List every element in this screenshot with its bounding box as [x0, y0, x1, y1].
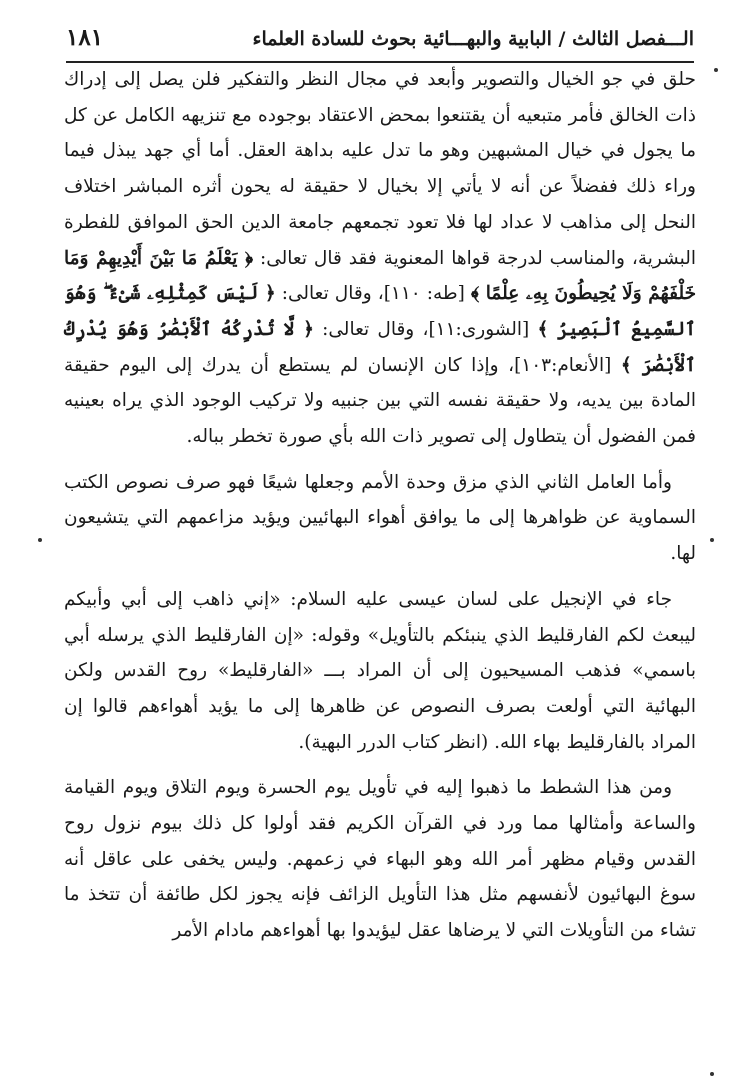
text-segment: ، وإذا كان الإنسان لم يستطع أن يدرك إلى اليوم حقيقة المادة بين يديه، ولا حقيقة نفسه التي بين جنبيه ولا تركيب الوجود الذي يراه بعينيه فمن الفضول أن يتطاول إلى تصوير ذات الله بأي صورة تخطر بباله.: [64, 354, 696, 448]
margin-mark: [714, 68, 718, 72]
paragraph: [64, 582, 696, 761]
verse-reference: [الأنعام:١٠٣]: [514, 354, 612, 376]
paragraph: [64, 770, 696, 949]
text-segment: حلق في جو الخيال والتصوير وأبعد في مجال النظر والتفكير فلن يصل إلى إدراك ذات الخالق فأمر متبعيه أن يقتنعوا بمحض الاعتقاد بوجوده مع تنزيهه الكامل عن كل ما يجول في خيال المشبهين وهو ما تدل عليه بداهة العقل. أما أي جهد يبذل فيما وراء ذلك ففضلاً عن أنه لا يأتي إلا بخيال لا حقيقة له يحون أثره المباشر اختلاف النحل إلى مذاهب لا عداد لها فلا تعود تجمعهم جامعة الدين الحق الموافق للفطرة البشرية، والمناسب لدرجة قواها المعنوية فقد قال تعالى:: [64, 69, 696, 269]
text-segment: ، وقال تعالى:: [313, 318, 429, 340]
body-text: [64, 62, 696, 949]
text-segment: ، وقال تعالى:: [275, 283, 384, 305]
quran-verse: ﴿ لَّا تُدْرِكُهُ ٱلْأَبْصَٰرُ وَهُوَ يُدْرِكُ ٱلْأَبْصَٰرَ ﴾: [64, 318, 696, 376]
page-header: [66, 22, 694, 60]
text-segment: جاء في الإنجيل على لسان عيسى عليه السلام: «إني ذاهب إلى أبي وأبيكم ليبعث لكم الفارقليط الذي ينبئكم بالتأويل» وقوله: «إن الفارقليط الذي يرسله أبي باسمي» فذهب المسيحيون إلى أن المراد بـــ «الفارقليط» روح القدس ولكن البهائية التي أولعت بصرف النصوص عن ظاهرها إلى ما يؤيد أهواءهم قالوا إن المراد بالفارقليط بهاء الله. (انظر كتاب الدرر البهية).: [64, 588, 696, 753]
text-segment: ومن هذا الشطط ما ذهبوا إليه في تأويل يوم الحسرة ويوم التلاق ويوم القيامة والساعة وأمثالها مما ورد في القرآن الكريم فقد أولوا كل ذلك بيوم نزول روح القدس وقيام مظهر أمر الله وهو البهاء في زعمهم. وليس يخفى على عاقل أنه سوغ البهائيون لأنفسهم مثل هذا التأويل الزائف فإنه يجوز لكل طائفة أن تتخذ ما تشاء من التأويلات التي لا يرضاها عقل ليؤيدوا بها أهواءهم مادام الأمر: [64, 777, 696, 942]
paragraph: [64, 465, 696, 572]
verse-reference: [الشورى:١١]: [428, 318, 530, 340]
margin-mark: [38, 538, 42, 542]
quran-verse: ﴿ لَيْسَ كَمِثْلِهِۦ شَىْءٌ ۖ وَهُوَ ٱلسَّمِيعُ ٱلْبَصِيرُ ﴾: [64, 283, 696, 340]
text-segment: [611, 355, 621, 376]
page-number: ١٨١: [66, 24, 104, 51]
text-segment: وأما العامل الثاني الذي مزق وحدة الأمم وجعلها شيعًا فهو صرف نصوص الكتب السماوية عن ظواهرها إلى ما يوافق أهواء البهائيين ويؤيد مزاعمهم التي يتشيعون لها.: [64, 471, 696, 565]
paragraph: [64, 62, 696, 455]
quran-verse: ﴿ يَعْلَمُ مَا بَيْنَ أَيْدِيهِمْ وَمَا خَلْفَهُمْ وَلَا يُحِيطُونَ بِهِۦ عِلْمًا ﴾: [64, 247, 697, 305]
verse-reference: [طه: ١١٠]: [383, 283, 465, 305]
running-title: الـــفصل الثالث / البابية والبهـــائية بحوث للسادة العلماء: [252, 28, 694, 50]
margin-mark: [710, 1072, 714, 1076]
margin-mark: [710, 538, 714, 542]
